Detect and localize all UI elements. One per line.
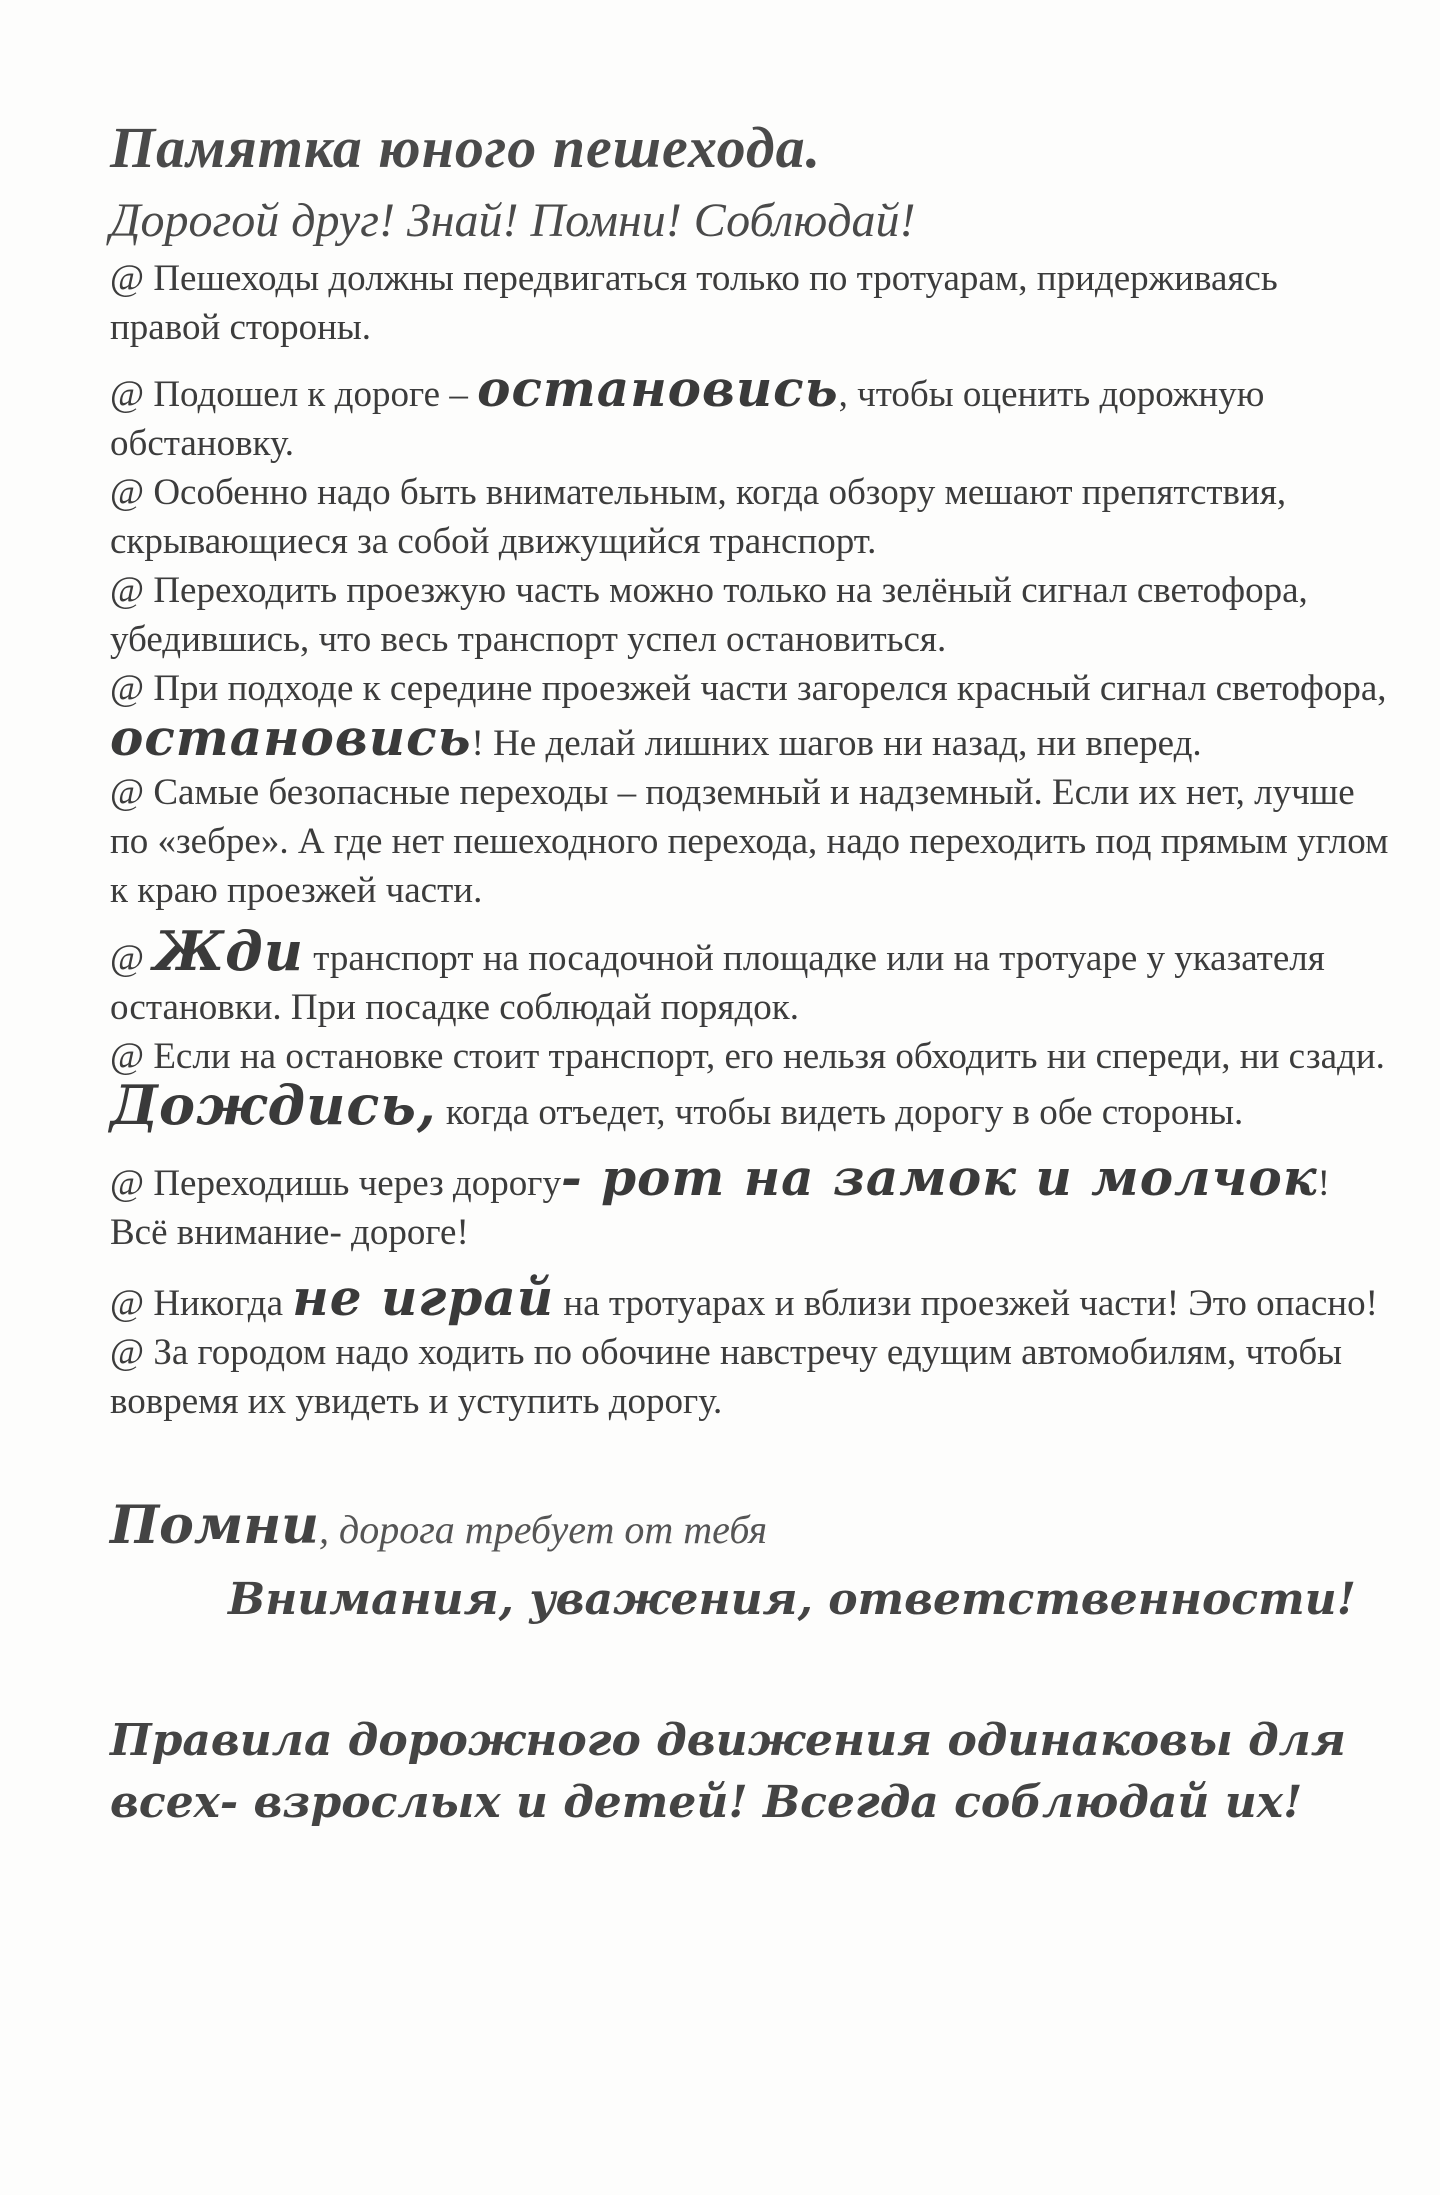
rule-text: @ Особенно надо быть внимательным, когда обзору мешают препятствия, скрывающиеся за собой движущийся транспорт.: [110, 472, 1287, 562]
rule-text: @ При подходе к середине проезжей части загорелся красный сигнал светофора,: [110, 668, 1387, 709]
memo-footer: [110, 1496, 1390, 1834]
rule-wait-transport: [110, 919, 1390, 1032]
rule-red-signal: [110, 664, 1390, 768]
rules-list: [110, 254, 1390, 1426]
rule-text: , чтобы оценить дорожную обстановку.: [110, 374, 1265, 464]
rule-text: ! Не делай лишних шагов ни назад, ни вперед.: [471, 723, 1202, 764]
rule-emphasis: не играй: [292, 1268, 555, 1327]
rule-text: @ Переходишь через дорогу: [110, 1163, 561, 1204]
rule-obstacles: [110, 468, 1390, 566]
rule-do-not-play: [110, 1268, 1390, 1328]
road-values: Внимания, уважения, ответственности!: [228, 1574, 1356, 1625]
rule-emphasis: Жди: [153, 919, 304, 983]
rule-green-signal: [110, 566, 1390, 664]
rule-text: @ Переходить проезжую часть можно только на зелёный сигнал светофора, убедившись, что весь транспорт успел остановиться.: [110, 570, 1308, 660]
closing-statement: Правила дорожного движения одинаковы для всех- взрослых и детей! Всегда соблюдай их!: [110, 1715, 1346, 1828]
rule-emphasis: Дождись,: [110, 1073, 437, 1137]
rule-text: @: [110, 938, 154, 979]
rule-stop-at-road: [110, 359, 1390, 468]
page-subtitle: Дорогой друг! Знай! Помни! Соблюдай!: [110, 194, 916, 247]
rule-emphasis: остановись: [477, 359, 839, 418]
rule-text: @ Пешеходы должны передвигаться только по тротуарам, придерживаясь правой стороны.: [110, 258, 1278, 348]
rule-be-quiet: [110, 1148, 1390, 1257]
rule-text: @ За городом надо ходить по обочине навстречу едущим автомобилям, чтобы вовремя их увидеть и уступить дорогу.: [110, 1332, 1343, 1422]
rule-text: @ Никогда: [110, 1283, 293, 1324]
rule-safe-crossings: [110, 768, 1390, 915]
rule-outside-city: [110, 1328, 1390, 1426]
remember-rest: , дорога требует от тебя: [318, 1507, 768, 1552]
rule-sidewalks: [110, 254, 1390, 352]
rule-emphasis: остановись: [110, 708, 472, 767]
rule-text: @ Самые безопасные переходы – подземный и надземный. Если их нет, лучше по «зебре». А где нет пешеходного перехода, надо переходить под прямым углом к краю проезжей части.: [110, 772, 1389, 911]
rule-text: @ Подошел к дороге –: [110, 374, 478, 415]
memo-content: [110, 108, 1390, 1834]
rule-text: на тротуарах и вблизи проезжей части! Это опасно!: [554, 1283, 1378, 1324]
page-title: Памятка юного пешехода.: [110, 115, 822, 180]
rule-emphasis: - рот на замок и молчок: [560, 1148, 1318, 1207]
rule-text: @ Если на остановке стоит транспорт, его нельзя обходить ни спереди, ни сзади.: [110, 1036, 1385, 1077]
rule-text: когда отъедет, чтобы видеть дорогу в обе стороны.: [436, 1092, 1244, 1133]
rule-stopped-transport: [110, 1032, 1390, 1137]
remember-word: Помни: [110, 1495, 319, 1556]
remember-line: [110, 1496, 1390, 1560]
rule-text: транспорт на посадочной площадке или на тротуаре у указателя остановки. При посадке соблюдай порядок.: [110, 938, 1325, 1028]
rule-text: ! Всё внимание- дороге!: [110, 1163, 1330, 1253]
